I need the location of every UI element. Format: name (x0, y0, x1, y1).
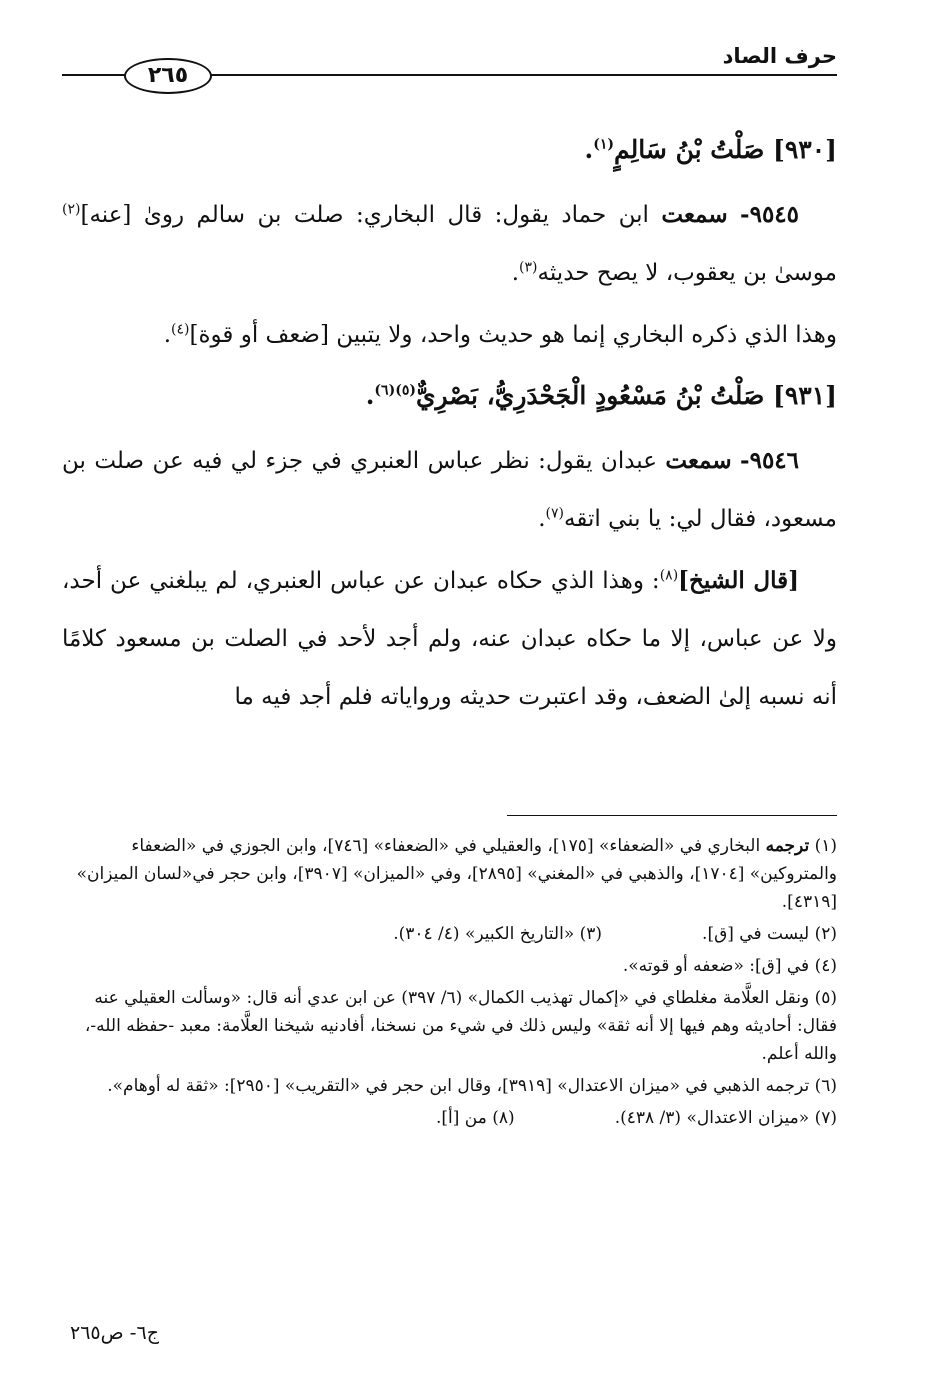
footnote-1 (62, 832, 837, 916)
commentary-paragraph (62, 306, 837, 364)
footnote-ref: (١) (593, 136, 615, 153)
footnote-ref: (٧) (545, 505, 564, 522)
entry-heading-930 (62, 128, 837, 172)
footnote-5: (٥) ونقل العلَّامة مغلطاي في «إكمال تهذيب الكمال» (٦/ ٣٩٧) عن ابن عدي أنه قال: «وسألت العقيلي عنه فقال: أحاديثه وهم فيها إلا أنه ثقة» وليس ذلك في شيء من نسخنا، أفادنيه شيخنا العلَّامة: معبد -حفظه الله-، والله أعلم. (84, 988, 837, 1064)
footnote-number: (١) (814, 836, 837, 856)
commentary-text: وهذا الذي ذكره البخاري إنما هو حديث واحد، ولا يتبين [ضعف أو قوة] (189, 322, 837, 348)
footnote-ref: (٥)(٦) (374, 382, 416, 399)
entry-heading-931 (62, 374, 837, 418)
footnote-6: (٦) ترجمه الذهبي في «ميزان الاعتدال» [٣٩١٩]، وقال ابن حجر في «التقريب» [٢٩٥٠]: «ثقة له أوهام». (107, 1076, 837, 1096)
footnote-text: البخاري في «الضعفاء» [١٧٥]، والعقيلي في «الضعفاء» [٧٤٦]، وابن الجوزي في «الضعفاء والمتروكين» [١٧٠٤]، والذهبي في «المغني» [٢٨٩٥]، وفي «الميزان» [٣٩٠٧]، وابن حجر في«لسان الميزان» [٤٣١٩]. (76, 836, 837, 912)
footnote-ref: (٨) (659, 567, 679, 584)
footnote-row-2-3 (62, 920, 837, 948)
footnote-ref: (٤) (171, 321, 190, 338)
main-text (62, 118, 837, 730)
page-header (62, 38, 837, 98)
footnote-2: (٢) ليست في [ق]. (702, 924, 837, 944)
footnote-7: (٧) «ميزان الاعتدال» (٣/ ٤٣٨). (614, 1108, 837, 1128)
narration-end: . (511, 260, 520, 286)
footnote-ref: (٣) (519, 259, 538, 276)
footnote-separator (507, 815, 837, 816)
footnote-8: (٨) من [أ]. (436, 1108, 515, 1128)
narration-keyword: سمعت (661, 201, 728, 228)
narration-end: . (538, 506, 546, 532)
sheikh-commentary (62, 552, 837, 726)
entry-label: [٩٣١] صَلْتُ بْنُ مَسْعُودٍ الْجَحْدَرِيُّ، بَصْرِيٌّ (415, 381, 837, 410)
sheikh-label: [قال الشيخ] (678, 567, 799, 594)
commentary-end: . (163, 322, 172, 348)
narration-text: موسىٰ بن يعقوب، لا يصح حديثه (537, 260, 837, 286)
narration-text: عبدان يقول: نظر عباس العنبري في جزء لي فيه عن صلت بن مسعود، فقال لي: يا بني اتقه (62, 448, 837, 532)
footnote-ref: (٢) (62, 201, 81, 218)
narration-number: ٩٥٤٦- (740, 447, 800, 474)
narration-number: ٩٥٤٥- (740, 201, 800, 228)
narration-9545 (62, 186, 837, 302)
sheikh-text: : وهذا الذي حكاه عبدان عن عباس العنبري، لم يبلغني عن أحد، ولا عن عباس، إلا ما حكاه عبدان عنه، ولم أجد لأحد في الصلت بن مسعود كلامًا أنه نسبه إلىٰ الضعف، وقد اعتبرت حديثه ورواياته فلم أجد فيه ما (62, 568, 837, 710)
footnote-row-7-8 (62, 1104, 837, 1132)
entry-label: [٩٣٠] صَلْتُ بْنُ سَالِمٍ (614, 135, 837, 164)
footnote-bold: ترجمه (765, 836, 810, 856)
footnote-3: (٣) «التاريخ الكبير» (٤/ ٣٠٤). (393, 924, 603, 944)
narration-9546 (62, 432, 837, 548)
page-number: ٢٦٥ (124, 58, 212, 94)
narration-text: ابن حماد يقول: قال البخاري: صلت بن سالم روىٰ [عنه] (80, 202, 649, 228)
narration-keyword: سمعت (665, 447, 732, 474)
chapter-title: حرف الصاد (722, 44, 837, 68)
footnote-4: (٤) في [ق]: «ضعفه أو قوته». (622, 956, 837, 976)
entry-end: . (584, 135, 594, 164)
volume-page-footer: ج٦- ص٢٦٥ (70, 1322, 159, 1344)
entry-end: . (365, 381, 375, 410)
footnotes (62, 832, 837, 1136)
